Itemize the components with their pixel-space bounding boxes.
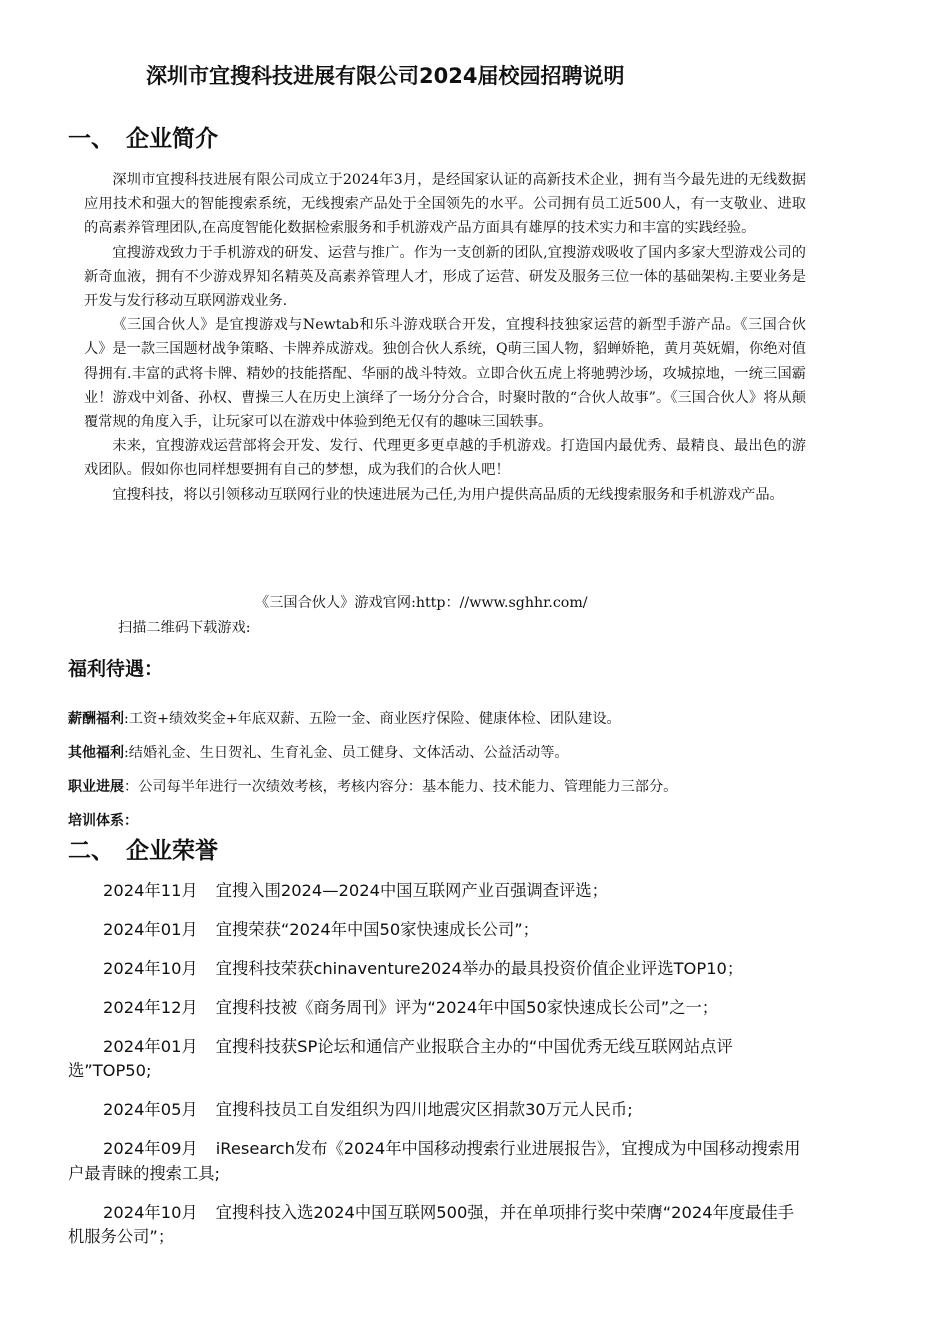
benefits-heading: 福利待遇： <box>68 658 164 680</box>
honors-list <box>68 879 808 1264</box>
honor-date: 2024年10月 <box>103 1202 198 1222</box>
honor-text: 宜搜荣获“2024年中国50家快速成长公司”； <box>215 920 539 939</box>
section-number: 一、 <box>68 126 114 152</box>
benefit-item <box>68 742 569 762</box>
honor-item <box>68 1201 808 1250</box>
section-heading-intro <box>68 120 218 153</box>
honor-date: 2024年11月 <box>103 881 198 900</box>
honor-item <box>68 918 808 942</box>
intro-paragraph: 宜搜游戏致力于手机游戏的研发、运营与推广。作为一支创新的团队,宜搜游戏吸收了国内多家大型游戏公司的新奇血液，拥有不少游戏界知名精英及高素养管理人才，形成了运营、研发及服务三位一体的基础架构.主要业务是开发与发行移动互联网游戏业务. <box>84 244 806 310</box>
benefit-text: :结婚礼金、生日贺礼、生育礼金、员工健身、文体活动、公益活动等。 <box>124 745 569 761</box>
intro-paragraph: 未来，宜搜游戏运营部将会开发、发行、代理更多更卓越的手机游戏。打造国内最优秀、最精良、最出色的游戏团队。假如你也同样想要拥有自己的梦想，成为我们的合伙人吧！ <box>84 438 806 479</box>
section-title: 企业简介 <box>126 126 218 152</box>
section-heading-honors <box>68 832 218 865</box>
game-website-line: 《三国合伙人》游戏官网:http：//www.sghhr.com/ <box>255 595 588 611</box>
honor-item <box>68 957 808 981</box>
honor-date: 2024年05月 <box>103 1100 198 1120</box>
honor-text: 宜搜入围2024—2024中国互联网产业百强调查评选； <box>215 881 608 900</box>
benefit-label: 职业进展 <box>68 779 124 795</box>
honor-item <box>68 996 808 1020</box>
honor-date: 2024年12月 <box>103 998 198 1017</box>
intro-paragraph: 《三国合伙人》是宜搜游戏与Newtab和乐斗游戏联合开发，宜搜科技独家运营的新型手游产品。《三国合伙人》是一款三国题材战争策略、卡牌养成游戏。独创合伙人系统，Q萌三国人物，貂蝉娇艳，黄月英妩媚，你绝对值得拥有.丰富的武将卡牌、精妙的技能搭配、华丽的战斗特效。立即合伙五虎上将驰骋沙场，攻城掠地，一统三国霸业！游戏中刘备、孙权、曹操三人在历史上演绎了一场分分合合，时聚时散的“合伙人故事”。《三国合伙人》将从颠覆常规的角度入手，让玩家可以在游戏中体验到绝无仅有的趣味三国轶事。 <box>84 317 806 431</box>
intro-paragraph: 深圳市宜搜科技进展有限公司成立于2024年3月，是经国家认证的高新技术企业，拥有当今最先进的无线数据应用技术和强大的智能搜索系统，无线搜索产品处于全国领先的水平。公司拥有员工近500人，有一支敬业、进取的高素养管理团队,在高度智能化数据检索服务和手机游戏产品方面具有雄厚的技术实力和丰富的实践经验。 <box>84 172 806 237</box>
honor-date: 2024年10月 <box>103 959 198 978</box>
section-title: 企业荣誉 <box>126 838 218 864</box>
benefit-item <box>68 776 677 796</box>
benefit-label: 薪酬福利 <box>68 711 124 727</box>
benefit-item <box>68 708 621 728</box>
honor-item <box>68 1137 808 1186</box>
honor-date: 2024年09月 <box>103 1139 198 1159</box>
section-number: 二、 <box>68 838 114 864</box>
honor-text: 宜搜科技被《商务周刊》评为“2024年中国50家快速成长公司”之一； <box>215 998 719 1017</box>
benefit-text: ：公司每半年进行一次绩效考核，考核内容分：基本能力、技术能力、管理能力三部分。 <box>124 779 678 795</box>
honor-date: 2024年01月 <box>103 920 198 939</box>
honor-date: 2024年01月 <box>103 1037 198 1056</box>
benefit-label: 其他福利 <box>68 745 124 761</box>
honor-text: 宜搜科技获SP论坛和通信产业报联合主办的“中国优秀无线互联网站点评选”TOP50; <box>68 1037 733 1081</box>
benefit-text: :工资+绩效奖金+年底双薪、五险一金、商业医疗保险、健康体检、团队建设。 <box>124 711 621 727</box>
honor-text: 宜搜科技荣获chinaventure2024举办的最具投资价值企业评选TOP10； <box>215 959 744 978</box>
honor-text: 宜搜科技入选2024中国互联网500强，并在单项排行奖中荣膺“2024年度最佳手机服务公司”； <box>68 1202 794 1247</box>
honor-item <box>68 1098 808 1122</box>
intro-paragraph: 宜搜科技，将以引领移动互联网行业的快速进展为己任,为用户提供高品质的无线搜索服务和手机游戏产品。 <box>112 486 784 503</box>
honor-item <box>68 1035 808 1084</box>
training-label: 培训体系： <box>68 813 138 829</box>
company-intro <box>84 168 806 507</box>
honor-text: 宜搜科技员工自发组织为四川地震灾区捐款30万元人民币; <box>215 1100 633 1120</box>
honor-text: iResearch发布《2024年中国移动搜索行业进展报告》，宜搜成为中国移动搜索用户最青睐的搜索工具; <box>68 1139 801 1183</box>
document-title: 深圳市宜搜科技进展有限公司2024届校园招聘说明 <box>146 64 625 88</box>
honor-item <box>68 879 808 903</box>
qr-download-line: 扫描二维码下载游戏: <box>118 620 251 636</box>
